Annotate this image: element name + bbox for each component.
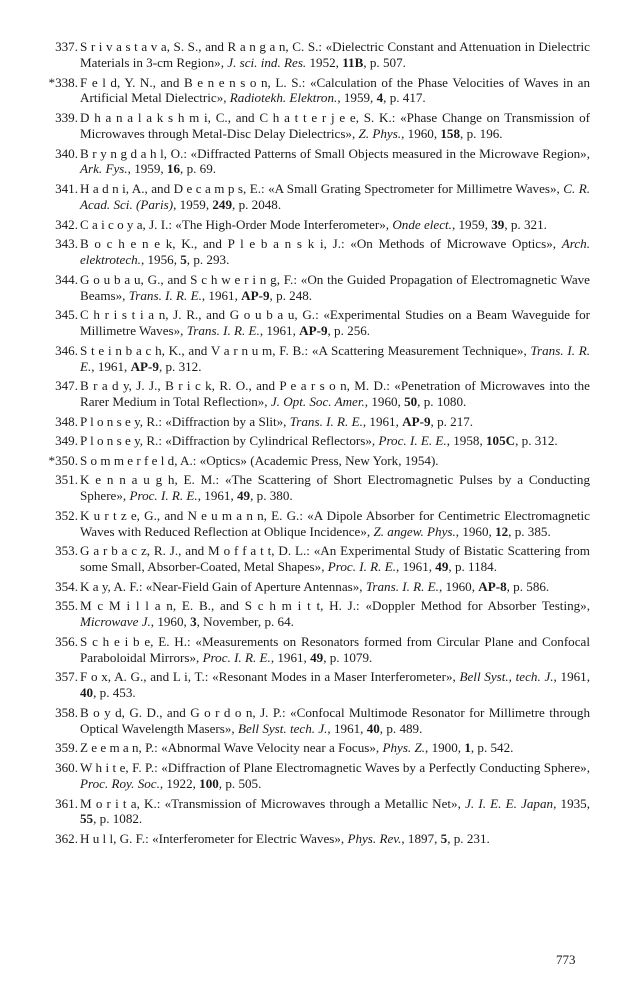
reference-entry	[30, 669, 590, 701]
reference-segment: S r i v a s t a v a, S. S., and R a n g a n, C. S.: «Dielectric Constant and Attenuation in Dielectric Materials in 3-cm Region»,	[80, 39, 590, 70]
volume-number: 11B	[342, 54, 364, 70]
reference-number: 339.	[55, 110, 78, 125]
reference-text	[80, 543, 590, 575]
journal-title: Proc. I. E. E.	[378, 433, 447, 449]
journal-title: J. I. E. E. Japan	[465, 795, 554, 811]
volume-number: 12	[495, 523, 509, 539]
volume-number: 158	[440, 125, 461, 141]
reference-segment: , 1960,	[150, 614, 191, 630]
reference-segment: , 1959,	[173, 196, 213, 212]
journal-title: J. Opt. Soc. Amer.	[270, 394, 365, 409]
reference-number: 358.	[55, 704, 78, 720]
journal-title: Proc. Roy. Soc.	[80, 775, 160, 791]
reference-segment: B o c h e n e k, K., and P l e b a n s k i, J.: «On Methods of Microwave Optics»,	[80, 236, 562, 252]
reference-segment: 1952,	[306, 54, 343, 70]
reference-entry	[30, 433, 590, 449]
journal-title: Proc. I. R. E.	[129, 488, 198, 504]
reference-segment: , p. 507.	[363, 54, 406, 70]
reference-segment: , 1961,	[553, 669, 590, 685]
journal-title: Phys. Z.	[382, 740, 426, 756]
reference-segment: , 1958,	[446, 433, 486, 449]
reference-segment: H a d n i, A., and D e c a m p s, E.: «A Small Grating Spectrometer for Millimetre Waves»,	[80, 181, 564, 196]
reference-segment: Z e e m a n, P.: «Abnormal Wave Velocity near a Focus»,	[80, 740, 383, 756]
reference-segment: , p. 196.	[460, 125, 503, 141]
reference-segment: , 1960,	[401, 125, 441, 141]
volume-number: 16	[166, 161, 181, 177]
reference-number: 337.	[55, 39, 78, 54]
journal-title: C. R. Acad. Sci. (Paris)	[80, 181, 590, 212]
reference-number: 349.	[55, 433, 78, 449]
reference-segment: , 1935,	[553, 795, 590, 811]
reference-segment: K e n n a u g h, E. M.: «The Scattering of Short Electromagnetic Pulses by a Conducting Sphere»,	[80, 472, 590, 504]
reference-entry	[30, 740, 590, 756]
reference-number: 352.	[55, 507, 78, 523]
journal-title: Trans. I. R. E.	[186, 323, 260, 338]
reference-segment: , p. 1079.	[323, 649, 373, 665]
reference-segment: F e l d, Y. N., and B e n e n s o n, L. S.: «Calculation of the Phase Velocities of Waves in an Artificial Metal Dielectric»,	[80, 74, 590, 106]
reference-text	[80, 236, 590, 268]
reference-segment: , 1900,	[425, 740, 465, 756]
volume-number: AP-9	[402, 413, 431, 429]
reference-segment: , p. 231.	[447, 831, 490, 847]
reference-text	[80, 181, 590, 213]
reference-segment: , p. 380.	[250, 488, 293, 504]
reference-number: 340.	[55, 145, 78, 161]
reference-segment: P l o n s e y, R.: «Diffraction by a Slit»,	[80, 413, 290, 429]
reference-segment: , 1961,	[201, 287, 242, 303]
reference-text	[80, 307, 590, 339]
reference-segment: , 1961,	[362, 413, 403, 429]
reference-segment: , p. 217.	[430, 413, 474, 429]
reference-text	[80, 39, 590, 71]
volume-number: 1	[464, 740, 471, 756]
volume-number: 3	[190, 614, 197, 630]
journal-title: Bell Syst., tech. J.	[459, 669, 554, 685]
reference-segment: , 1961,	[270, 649, 311, 665]
reference-entry	[30, 414, 590, 430]
reference-segment: , 1959,	[337, 90, 377, 106]
reference-entry	[30, 181, 590, 213]
reference-entry	[30, 831, 590, 847]
volume-number: 249	[212, 196, 233, 212]
journal-title: Trans. I. R. E.	[80, 342, 590, 374]
reference-number: 361.	[55, 795, 78, 811]
reference-segment: , p. 385.	[508, 523, 551, 539]
volume-number: AP-9	[130, 358, 159, 374]
reference-entry	[30, 472, 590, 504]
reference-segment: G o u b a u, G., and S c h w e r i n g, F.: «On the Guided Propagation of Electromagnetic Wave Beams»,	[80, 271, 590, 303]
reference-entry	[30, 343, 590, 375]
reference-text	[80, 414, 590, 430]
reference-segment: , 1897,	[401, 831, 441, 847]
reference-segment: , 1956,	[140, 252, 181, 267]
reference-text	[80, 598, 590, 630]
reference-segment: , 1961,	[197, 488, 237, 504]
reference-entry	[30, 236, 590, 268]
reference-number: 345.	[55, 307, 78, 323]
reference-segment: D h a n a l a k s h m i, C., and C h a t t e r j e e, S. K.: «Phase Change on Transmission of Microwaves through Metal-Disc Delay Dielectrics»,	[80, 110, 590, 141]
volume-number: 40	[80, 685, 94, 701]
volume-number: AP-8	[478, 578, 507, 594]
volume-number: 55	[80, 811, 94, 827]
reference-text	[80, 110, 590, 142]
journal-title: Phys. Rev.	[347, 831, 402, 847]
reference-segment: , p. 1082.	[93, 811, 143, 827]
reference-segment: , 1960,	[364, 394, 405, 409]
reference-segment: C h r i s t i a n, J. R., and G o u b a u, G.: «Experimental Studies on a Beam Waveguide for Millimetre Waves»,	[80, 307, 590, 338]
reference-entry	[30, 453, 590, 469]
reference-entry	[30, 378, 590, 410]
volume-number: 100	[199, 775, 219, 791]
reference-text	[80, 75, 590, 107]
journal-title: J. sci. ind. Res.	[227, 54, 307, 70]
reference-text	[80, 272, 590, 304]
reference-text	[80, 634, 590, 666]
reference-text	[80, 472, 590, 504]
reference-segment: , p. 248.	[269, 287, 313, 303]
reference-text	[80, 796, 590, 828]
volume-number: 49	[237, 488, 251, 504]
reference-entry	[30, 39, 590, 71]
reference-text	[80, 343, 590, 375]
reference-segment: , p. 69.	[180, 161, 217, 177]
journal-title: Z. angew. Phys.	[373, 523, 456, 539]
volume-number: 49	[435, 559, 449, 575]
reference-number: 344.	[55, 271, 78, 287]
reference-segment: , p. 256.	[327, 323, 371, 338]
journal-title: Z. Phys.	[358, 125, 402, 141]
reference-segment: , p. 1080.	[417, 394, 467, 409]
reference-number: 348.	[55, 413, 78, 429]
journal-title: Proc. I. R. E.	[327, 559, 397, 575]
reference-number: *350.	[48, 452, 78, 468]
journal-title: Trans. I. R. E.	[365, 578, 439, 594]
reference-segment: G a r b a c z, R. J., and M o f f a t t, D. L.: «An Experimental Study of Bistatic Scattering from some Small, Absorber-Coated, Metal Shapes»,	[80, 543, 590, 575]
journal-title: Trans. I. R. E.	[128, 287, 202, 303]
volume-number: 39	[491, 216, 505, 232]
reference-segment: H u l l, G. F.: «Interferometer for Electric Waves»,	[80, 831, 348, 847]
reference-segment: , 1959,	[451, 216, 492, 232]
reference-segment: C a i c o y a, J. I.: «The High-Order Mode Interferometer»,	[80, 216, 393, 232]
reference-number: *338.	[48, 74, 78, 90]
volume-number: 105C	[485, 433, 516, 449]
reference-segment: K u r t z e, G., and N e u m a n n, E. G.: «A Dipole Absorber for Centimetric Electromagnetic Waves with Reduced Reflection at Oblique Incidence»,	[80, 507, 590, 539]
reference-entry	[30, 110, 590, 142]
reference-entry	[30, 634, 590, 666]
page-number: 773	[556, 952, 576, 967]
reference-segment: , p. 453.	[93, 685, 136, 701]
reference-number: 356.	[55, 633, 78, 649]
reference-entry	[30, 217, 590, 233]
reference-text	[80, 705, 590, 737]
volume-number: AP-9	[241, 287, 270, 303]
journal-title: Bell Syst. tech. J.	[237, 720, 328, 736]
journal-title: Microwave J.	[80, 614, 151, 630]
reference-entry	[30, 796, 590, 828]
reference-segment: P l o n s e y, R.: «Diffraction by Cylindrical Reflectors»,	[80, 433, 379, 449]
reference-number: 347.	[55, 378, 78, 394]
reference-list	[30, 39, 590, 851]
reference-text	[80, 217, 590, 233]
reference-text	[80, 146, 590, 178]
reference-text	[80, 508, 590, 540]
reference-number: 341.	[55, 181, 78, 196]
reference-segment: M o r i t a, K.: «Transmission of Microwaves through a Metallic Net»,	[80, 795, 466, 811]
journal-title: Ark. Fys.	[80, 161, 128, 177]
reference-text	[80, 669, 590, 701]
journal-title: Arch. elektrotech.	[80, 236, 590, 267]
reference-entry	[30, 705, 590, 737]
reference-entry	[30, 760, 590, 792]
reference-segment: W h i t e, F. P.: «Diffraction of Plane Electromagnetic Waves by a Perfectly Conducting Sphere»,	[80, 760, 590, 776]
volume-number: 50	[404, 394, 418, 409]
reference-segment: , 1961,	[396, 559, 436, 575]
reference-text	[80, 831, 590, 847]
reference-text	[80, 378, 590, 410]
reference-segment: , p. 417.	[383, 90, 426, 106]
reference-segment: , 1960,	[455, 523, 496, 539]
reference-segment: F o x, A. G., and L i, T.: «Resonant Modes in a Maser Interferometer»,	[80, 669, 460, 685]
reference-segment: , 1959,	[127, 161, 167, 177]
reference-segment: , 1961,	[259, 323, 300, 338]
reference-number: 351.	[55, 472, 78, 488]
volume-number: 5	[180, 252, 187, 267]
journal-title: Onde elect.	[392, 216, 452, 232]
volume-number: 49	[310, 649, 324, 665]
journal-title: Proc. I. R. E.	[202, 649, 271, 665]
reference-entry	[30, 75, 590, 107]
reference-segment: , p. 312.	[158, 358, 202, 374]
reference-number: 362.	[55, 831, 78, 847]
reference-number: 355.	[55, 598, 78, 614]
reference-entry	[30, 508, 590, 540]
reference-segment: K a y, A. F.: «Near-Field Gain of Aperture Antennas»,	[80, 578, 366, 594]
reference-segment: , 1960,	[438, 578, 479, 594]
reference-entry	[30, 272, 590, 304]
reference-segment: B r y n g d a h l, O.: «Diffracted Patterns of Small Objects measured in the Microwave Region»,	[80, 145, 590, 161]
reference-segment: , p. 321.	[504, 216, 547, 232]
volume-number: 40	[366, 720, 380, 736]
reference-segment: , p. 1184.	[448, 559, 498, 575]
reference-number: 357.	[55, 669, 78, 685]
reference-segment: , p. 542.	[470, 740, 514, 756]
reference-segment: S t e i n b a c h, K., and V a r n u m, F. B.: «A Scattering Measurement Technique»,	[80, 342, 531, 358]
reference-entry	[30, 146, 590, 178]
reference-text	[80, 760, 590, 792]
reference-text	[80, 740, 590, 756]
reference-segment: , 1961,	[327, 720, 367, 736]
reference-segment: S c h e i b e, E. H.: «Measurements on Resonators formed from Circular Plane and Confocal Paraboloidal Mirrors»,	[80, 633, 590, 665]
reference-number: 360.	[55, 760, 78, 776]
reference-segment: M c M i l l a n, E. B., and S c h m i t t, H. J.: «Doppler Method for Absorber Testing»,	[80, 598, 590, 614]
reference-number: 343.	[55, 236, 78, 252]
reference-number: 346.	[55, 342, 78, 358]
journal-title: Trans. I. R. E.	[289, 413, 363, 429]
reference-text	[80, 453, 590, 469]
reference-segment: , p. 293.	[186, 252, 230, 267]
reference-segment: , 1922,	[159, 775, 200, 791]
reference-entry	[30, 543, 590, 575]
reference-number: 353.	[55, 543, 78, 559]
volume-number: 4	[376, 90, 384, 106]
reference-text	[80, 579, 590, 595]
volume-number: AP-9	[299, 323, 328, 338]
reference-number: 354.	[55, 578, 78, 594]
reference-entry	[30, 579, 590, 595]
reference-segment: , p. 505.	[218, 775, 262, 791]
reference-segment: B o y d, G. D., and G o r d o n, J. P.: «Confocal Multimode Resonator for Millimetre through Optical Wavelength Masers»,	[80, 704, 590, 736]
reference-segment: , p. 312.	[515, 433, 558, 449]
reference-segment: , 1961,	[91, 358, 131, 374]
reference-segment: , November, p. 64.	[196, 614, 294, 630]
reference-segment: , p. 2048.	[232, 196, 282, 212]
reference-segment: S o m m e r f e l d, A.: «Optics» (Academic Press, New York, 1954).	[80, 452, 439, 468]
reference-number: 342.	[55, 216, 78, 232]
reference-entry	[30, 307, 590, 339]
journal-title: Radiotekh. Elektron.	[229, 90, 338, 106]
reference-segment: B r a d y, J. J., B r i c k, R. O., and P e a r s o n, M. D.: «Penetration of Microwaves into the Rarer Medium in Total Reflection»,	[80, 378, 590, 409]
reference-text	[80, 433, 590, 449]
reference-segment: , p. 489.	[379, 720, 423, 736]
reference-number: 359.	[55, 740, 78, 756]
reference-segment: , p. 586.	[506, 578, 550, 594]
volume-number: 5	[440, 831, 448, 847]
reference-entry	[30, 598, 590, 630]
